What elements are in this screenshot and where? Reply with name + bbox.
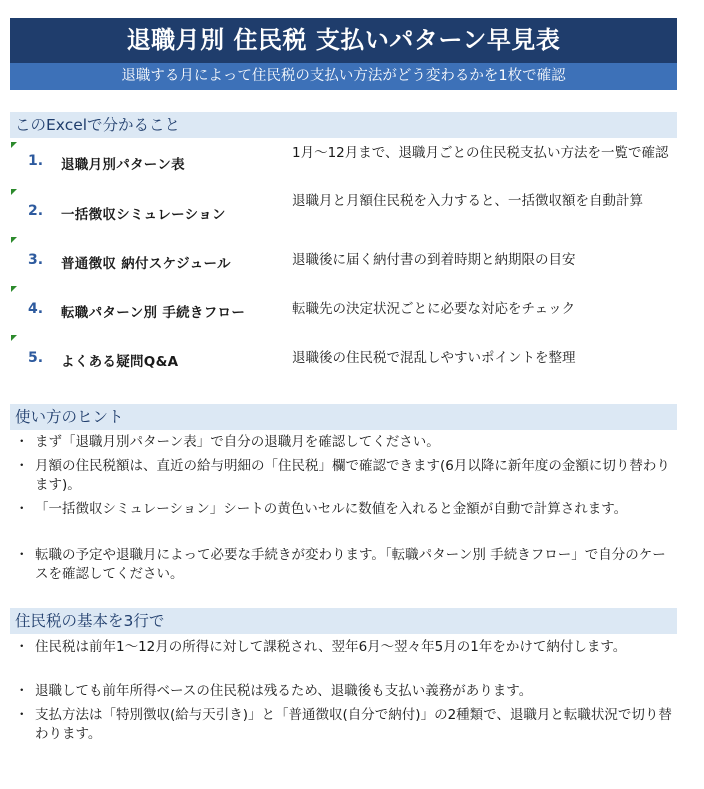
feature-name: よくある疑問Q&A (61, 354, 179, 370)
hint-item-1 (15, 433, 675, 452)
hint-text: 「一括徴収シミュレーション」シートの黄色いセルに数値を入れると金額が自動で計算されます。 (35, 501, 628, 517)
hint-text: 月額の住民税額は、直近の給与明細の「住民税」欄で確認できます(6月以降に新年度の金額に切り替わります)。 (35, 458, 670, 493)
feature-description: 退職後の住民税で混乱しやすいポイントを整理 (292, 350, 576, 366)
bullet-dot: ・ (15, 547, 29, 563)
bullet-dot: ・ (15, 639, 29, 655)
page-subtitle: 退職する月によって住民税の支払い方法がどう変わるかを1枚で確認 (10, 63, 677, 90)
hint-text: 転職の予定や退職月によって必要な手続きが変わります。「転職パターン別 手続きフロー」で自分のケースを確認してください。 (35, 547, 666, 582)
bullet-dot: ・ (15, 707, 29, 723)
comment-marker-icon (11, 335, 17, 341)
section-header-basics: 住民税の基本を3行で (10, 608, 677, 634)
bullet-dot: ・ (15, 434, 29, 450)
feature-number: 1. (28, 153, 44, 169)
comment-marker-icon (11, 142, 17, 148)
feature-description: 1月～12月まで、退職月ごとの住民税支払い方法を一覧で確認 (292, 145, 669, 161)
hint-item-2 (15, 457, 675, 495)
feature-description: 転職先の決定状況ごとに必要な対応をチェック (292, 301, 576, 317)
basic-text: 退職しても前年所得ベースの住民税は残るため、退職後も支払い義務があります。 (35, 683, 533, 699)
basic-item-1 (15, 638, 675, 657)
comment-marker-icon (11, 189, 17, 195)
feature-description: 退職月と月額住民税を入力すると、一括徴収額を自動計算 (292, 193, 643, 209)
hint-item-3 (15, 500, 675, 519)
feature-name: 一括徴収シミュレーション (61, 207, 226, 223)
hint-item-4 (15, 546, 675, 584)
hint-text: まず「退職月別パターン表」で自分の退職月を確認してください。 (35, 434, 440, 450)
bullet-dot: ・ (15, 458, 29, 474)
comment-marker-icon (11, 237, 17, 243)
feature-name: 普通徴収 納付スケジュール (61, 256, 231, 272)
feature-name: 退職月別パターン表 (61, 157, 185, 173)
feature-number: 2. (28, 203, 44, 219)
feature-name: 転職パターン別 手続きフロー (61, 305, 246, 321)
basic-text: 住民税は前年1～12月の所得に対して課税され、翌年6月～翌々年5月の1年をかけて納付します。 (35, 639, 627, 655)
basic-text: 支払方法は「特別徴収(給与天引き)」と「普通徴収(自分で納付)」の2種類で、退職月と転職状況で切り替わります。 (35, 707, 672, 742)
bullet-dot: ・ (15, 501, 29, 517)
comment-marker-icon (11, 286, 17, 292)
feature-number: 4. (28, 301, 44, 317)
bullet-dot: ・ (15, 683, 29, 699)
basic-item-2 (15, 682, 675, 701)
feature-number: 5. (28, 350, 44, 366)
section-header-hints: 使い方のヒント (10, 404, 677, 430)
feature-number: 3. (28, 252, 44, 268)
page-title: 退職月別 住民税 支払いパターン早見表 (10, 18, 677, 63)
basic-item-3 (15, 706, 675, 744)
feature-description: 退職後に届く納付書の到着時期と納期限の目安 (292, 252, 576, 268)
section-header-features: このExcelで分かること (10, 112, 677, 138)
